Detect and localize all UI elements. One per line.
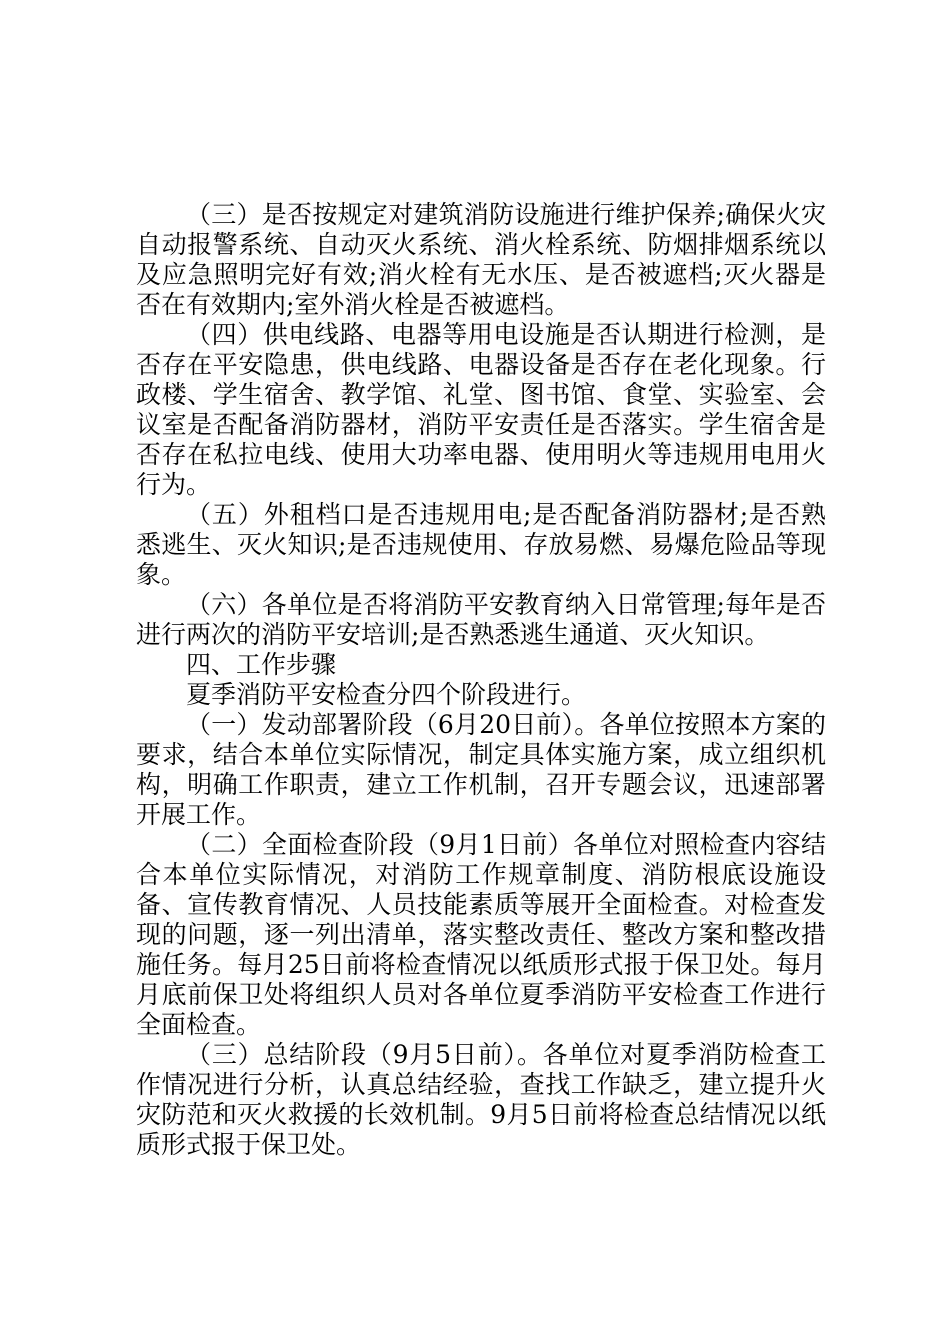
document-page: [136, 200, 826, 1160]
paragraph-safety-education: （六）各单位是否将消防平安教育纳入日常管理;每年是否进行两次的消防平安培训;是否熟悉逃生通道、灭火知识。: [136, 590, 826, 649]
paragraph-rental-stalls: （五）外租档口是否违规用电;是否配备消防器材;是否熟悉逃生、灭火知识;是否违规使用、存放易燃、易爆危险品等现象。: [136, 500, 826, 589]
paragraph-stage-inspection: （二）全面检查阶段（9月1日前）各单位对照检查内容结合本单位实际情况，对消防工作规章制度、消防根底设施设备、宣传教育情况、人员技能素质等展开全面检查。对检查发现的问题，逐一列出清单，落实整改责任、整改方案和整改措施任务。每月25日前将检查情况以纸质形式报于保卫处。每月月底前保卫处将组织人员对各单位夏季消防平安检查工作进行全面检查。: [136, 830, 826, 1039]
paragraph-four-stages: 夏季消防平安检查分四个阶段进行。: [186, 680, 587, 709]
paragraph-power-supply: （四）供电线路、电器等用电设施是否认期进行检测，是否存在平安隐患，供电线路、电器设备是否存在老化现象。行政楼、学生宿舍、教学馆、礼堂、图书馆、食堂、实验室、会议室是否配备消防器材，消防平安责任是否落实。学生宿舍是否存在私拉电线、使用大功率电器、使用明火等违规用电用火行为。: [136, 320, 826, 499]
paragraph-stage-mobilization: （一）发动部署阶段（6月20日前）。各单位按照本方案的要求，结合本单位实际情况，制定具体实施方案，成立组织机构，明确工作职责，建立工作机制，召开专题会议，迅速部署开展工作。: [136, 710, 826, 829]
paragraph-stage-summary: （三）总结阶段（9月5日前）。各单位对夏季消防检查工作情况进行分析，认真总结经验，查找工作缺乏，建立提升火灾防范和灭火救援的长效机制。9月5日前将检查总结情况以纸质形式报于保卫处。: [136, 1040, 826, 1159]
paragraph-fire-facilities: （三）是否按规定对建筑消防设施进行维护保养;确保火灾自动报警系统、自动灭火系统、消火栓系统、防烟排烟系统以及应急照明完好有效;消火栓有无水压、是否被遮档;灭火器是否在有效期内;室外消火栓是否被遮档。: [136, 200, 826, 319]
section-heading-work-steps: 四、工作步骤: [186, 650, 337, 679]
